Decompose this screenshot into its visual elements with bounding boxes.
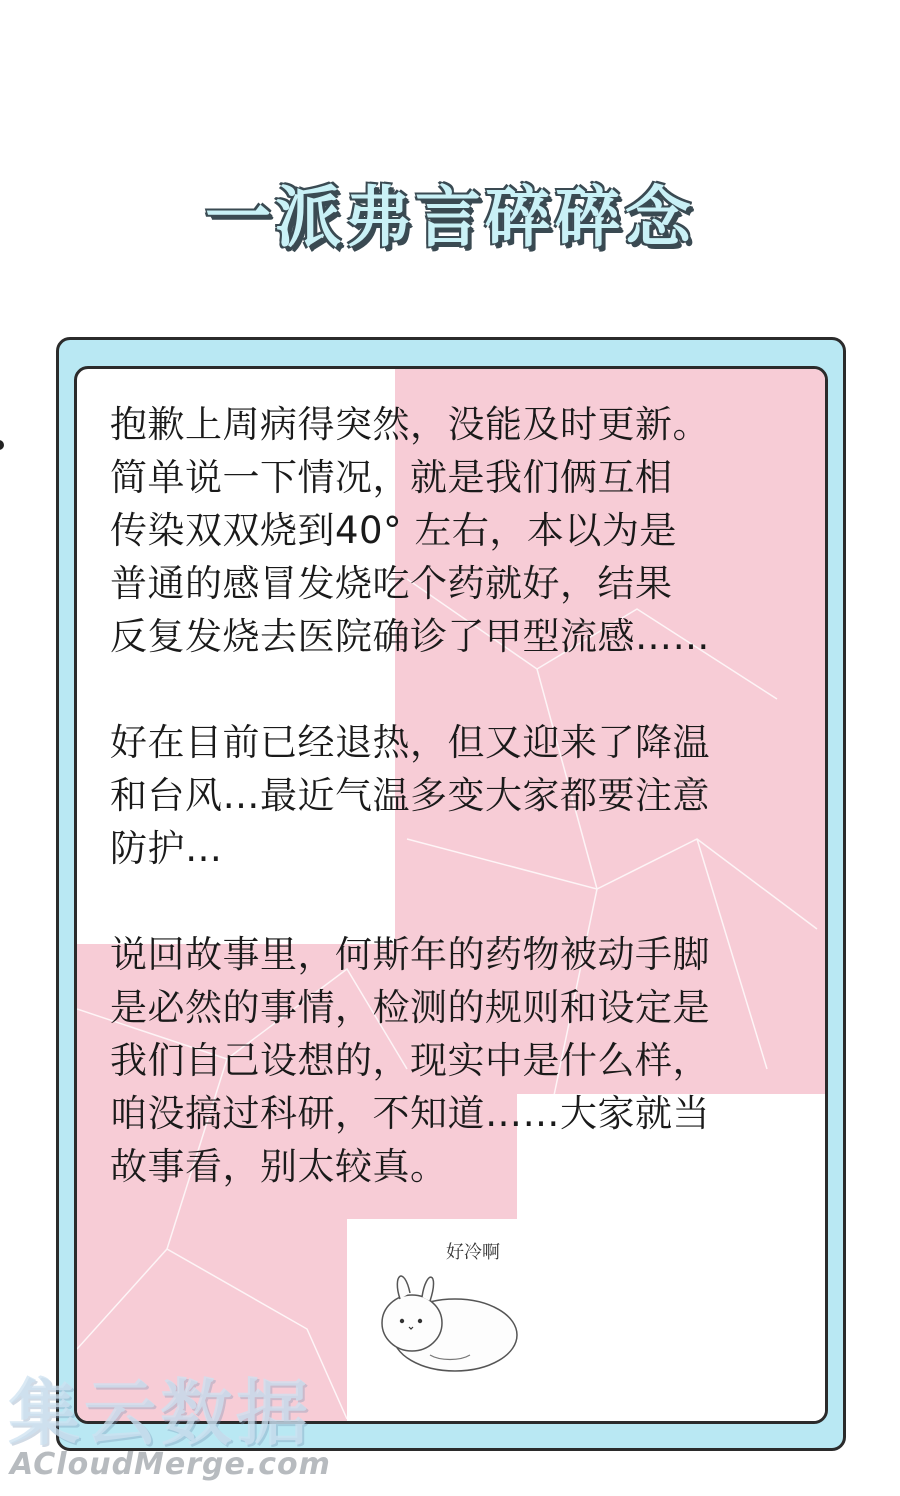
watermark-cn: 集云数据 bbox=[8, 1371, 313, 1455]
watermark bbox=[8, 1355, 388, 1485]
speech-text: 好冷啊 bbox=[446, 1242, 500, 1263]
paragraph-3: 说回故事里，何斯年的药物被动手脚 是必然的事情，检测的规则和设定是 我们自己设想的，现实中是什么样， 咱没搞过科研，不知道……大家就当 故事看，别太较真。 bbox=[110, 933, 710, 1188]
page-title: 一派弗言碎碎念 bbox=[205, 179, 695, 256]
paragraph-2: 好在目前已经退热，但又迎来了降温 和台风…最近气温多变大家都要注意 防护… bbox=[110, 721, 710, 870]
paragraph-1: 抱歉上周病得突然，没能及时更新。 简单说一下情况，就是我们俩互相 传染双双烧到40° 左右，本以为是 普通的感冒发烧吃个药就好，结果 反复发烧去医院确诊了甲型流感…… bbox=[110, 403, 710, 658]
edge-dot bbox=[0, 440, 4, 450]
notice-text bbox=[110, 398, 830, 1193]
watermark-en: ACloudMerge.com bbox=[10, 1447, 331, 1482]
